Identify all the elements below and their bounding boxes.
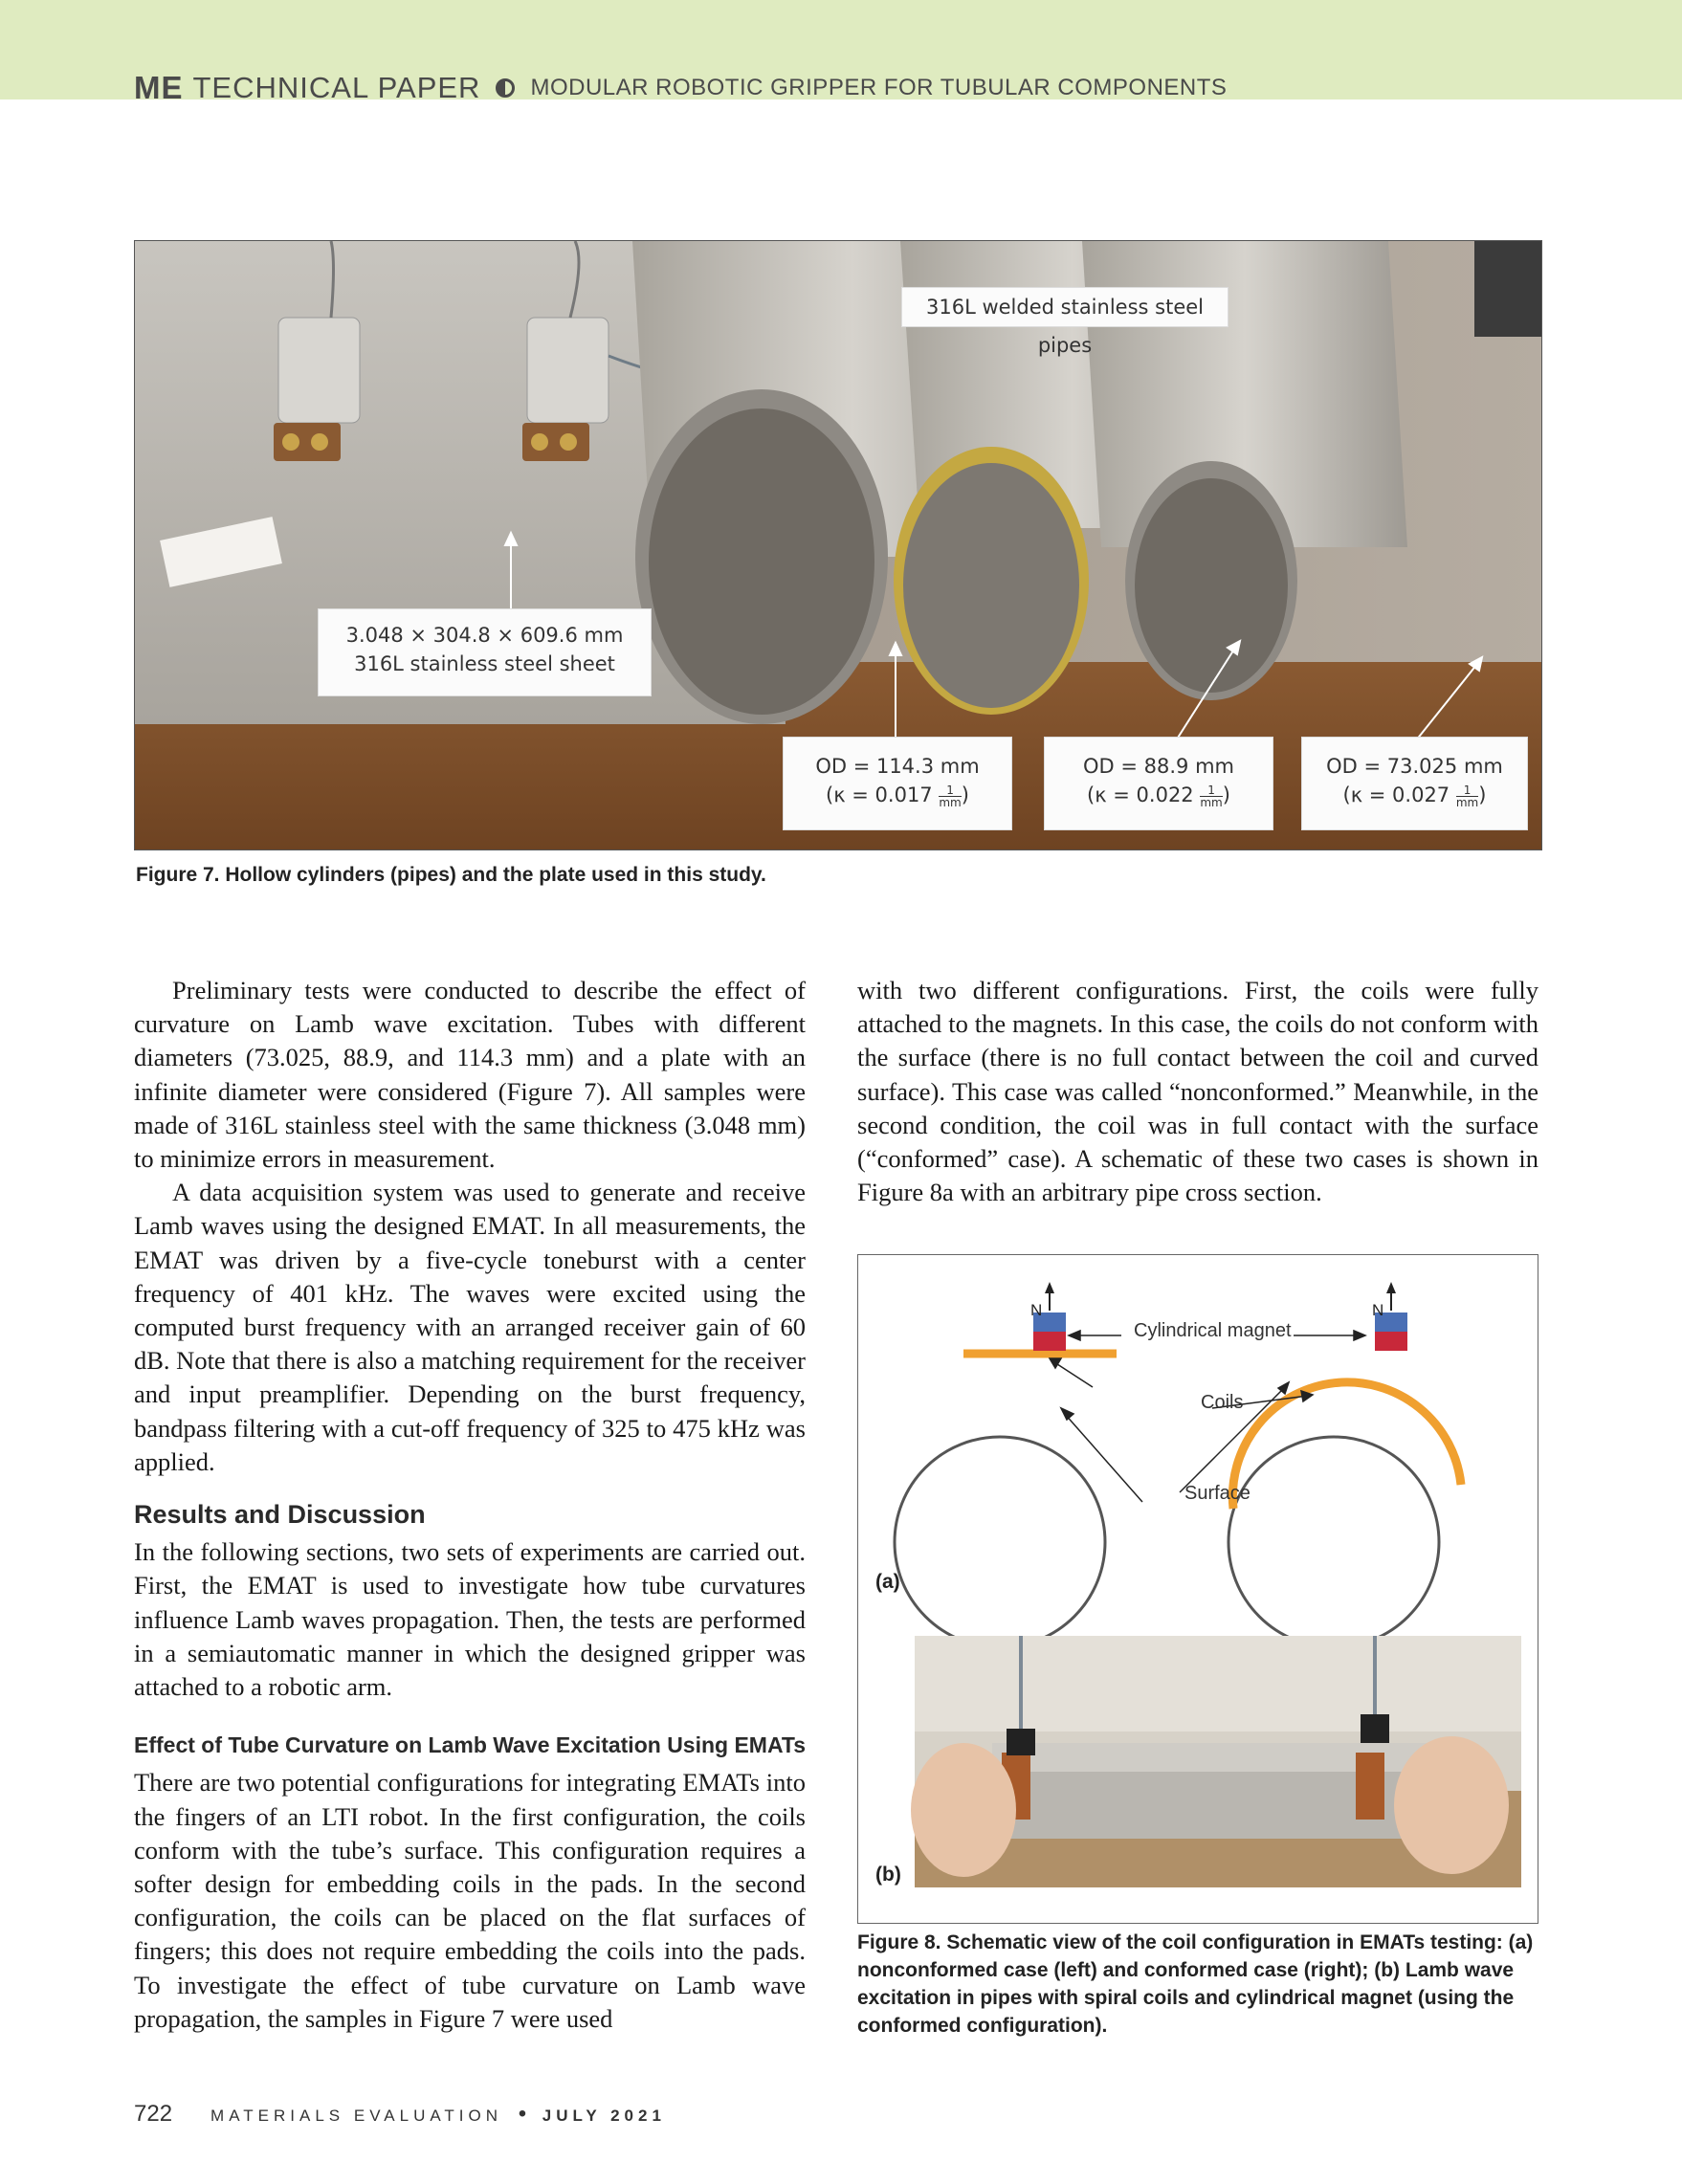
figure-8b-photo (911, 1636, 1521, 1887)
label-coils: Coils (1201, 1392, 1244, 1413)
pipe-curvature: (κ = 0.022 $\frac{1}{mm}$ ) (1087, 783, 1230, 809)
paragraph: with two different configurations. First, the coils were fully attached to the magnets. In this case, the coils do not conform with the surface (there is no full contact between the coil and curved surface). This case was called “nonconformed.” Meanwhile, in the second condition, the coil was in full contact with the surface (“conformed” case). A schematic of these two cases is shown in Figure 8a with an arbitrary pipe cross section. (857, 976, 1538, 1207)
section-heading-results: Results and Discussion (134, 1500, 426, 1530)
pipe-curvature: (κ = 0.017 $\frac{1}{mm}$ ) (826, 783, 969, 809)
running-header (134, 72, 1227, 104)
header-topic: MODULAR ROBOTIC GRIPPER FOR TUBULAR COMPONENTS (530, 75, 1228, 100)
label-sheet (319, 609, 651, 695)
paragraph: A data acquisition system was used to generate and receive Lamb waves using the designed EMAT. In all measurements, the EMAT was driven by a five-cycle toneburst with a center frequency of 401 kHz. The waves were excited using the computed burst frequency with an arranged receiver gain of 60 dB. Note that there is also a matching requirement for the receiver and input preamplifier. Depending on the burst frequency, bandpass filtering with a cut-off frequency of 325 to 475 kHz was applied. (134, 1178, 806, 1476)
left-column (134, 974, 806, 2036)
header-bullet-icon (496, 78, 515, 98)
label-north-right: N (1372, 1301, 1384, 1319)
pipe-cross-section-left (895, 1437, 1105, 1647)
label-cylindrical-magnet: Cylindrical magnet (1134, 1320, 1292, 1341)
label-pipe-od-114 (784, 738, 1011, 829)
page-footer (134, 2101, 666, 2128)
pipe-cross-section-right (1228, 1437, 1439, 1647)
figure-7-caption: Figure 7. Hollow cylinders (pipes) and the plate used in this study. (136, 864, 766, 886)
figure-8-caption: Figure 8. Schematic view of the coil configuration in EMATs testing: (a) nonconformed case (left) and conformed case (right); (b) Lamb wave excitation in pipes with spiral coils and cylindrical magnet (using the conformed configuration). (857, 1931, 1534, 2037)
pipe-curvature: (κ = 0.027 $\frac{1}{mm}$ ) (1342, 783, 1487, 809)
subsection-heading-curvature: Effect of Tube Curvature on Lamb Wave Excitation Using EMATs (134, 1732, 807, 1758)
figure-8a-schematic (858, 1255, 1537, 1922)
issue-date: JULY 2021 (542, 2107, 666, 2125)
pipe-od: OD = 88.9 mm (1083, 755, 1234, 778)
magnet-north-left (1033, 1332, 1066, 1351)
pipe-od: OD = 114.3 mm (815, 755, 980, 778)
label-north-left: N (1030, 1301, 1043, 1319)
footer-separator: • (518, 2101, 527, 2127)
figure-7-photo (134, 240, 1542, 850)
pipe-od: OD = 73.025 mm (1326, 755, 1503, 778)
header-section: TECHNICAL PAPER (192, 71, 481, 104)
label-pipes: 316L welded stainless steel pipes (902, 288, 1228, 326)
panel-label-a: (a) (875, 1571, 900, 1593)
header-me-logo: ME (134, 70, 184, 105)
magnet-north-right (1375, 1332, 1407, 1351)
journal-name: MATERIALS EVALUATION (210, 2107, 503, 2125)
right-column (857, 974, 1538, 1209)
paragraph: Preliminary tests were conducted to describe the effect of curvature on Lamb wave excitation. Tubes with different diameters (73.025, 88.9, and 114.3 mm) and a plate with an infinite diameter were considered (Figure 7). All samples were made of 316L stainless steel with the same thickness (3.048 mm) to minimize errors in measurement. (134, 976, 806, 1174)
label-sheet-dimensions: 3.048 × 304.8 × 609.6 mm (345, 624, 624, 647)
panel-label-b: (b) (875, 1864, 901, 1886)
figure-8 (857, 1254, 1538, 1924)
label-pipe-od-73 (1302, 738, 1527, 829)
paragraph: There are two potential configurations for integrating EMATs into the fingers of an LTI robot. In the first configuration, the coils conform with the tube’s surface. This configuration requires a softer design for embedding coils in the pads. In the second configuration, the coils can be placed on the flat surfaces of fingers; this does not require embedding the coils into the pads. To investigate the effect of tube curvature on Lamb wave propagation, the samples in Figure 7 were used (134, 1768, 806, 2033)
paragraph: In the following sections, two sets of experiments are carried out. First, the EMAT is used to investigate how tube curvatures influence Lamb waves propagation. Then, the tests are performed in a semiautomatic manner in which the designed gripper was attached to a robotic arm. (134, 1537, 806, 1702)
label-sheet-material: 316L stainless steel sheet (354, 652, 615, 675)
label-surface: Surface (1184, 1483, 1250, 1504)
journal-line (210, 2101, 666, 2128)
label-pipe-od-88 (1045, 738, 1273, 829)
page-number: 722 (134, 2101, 173, 2127)
